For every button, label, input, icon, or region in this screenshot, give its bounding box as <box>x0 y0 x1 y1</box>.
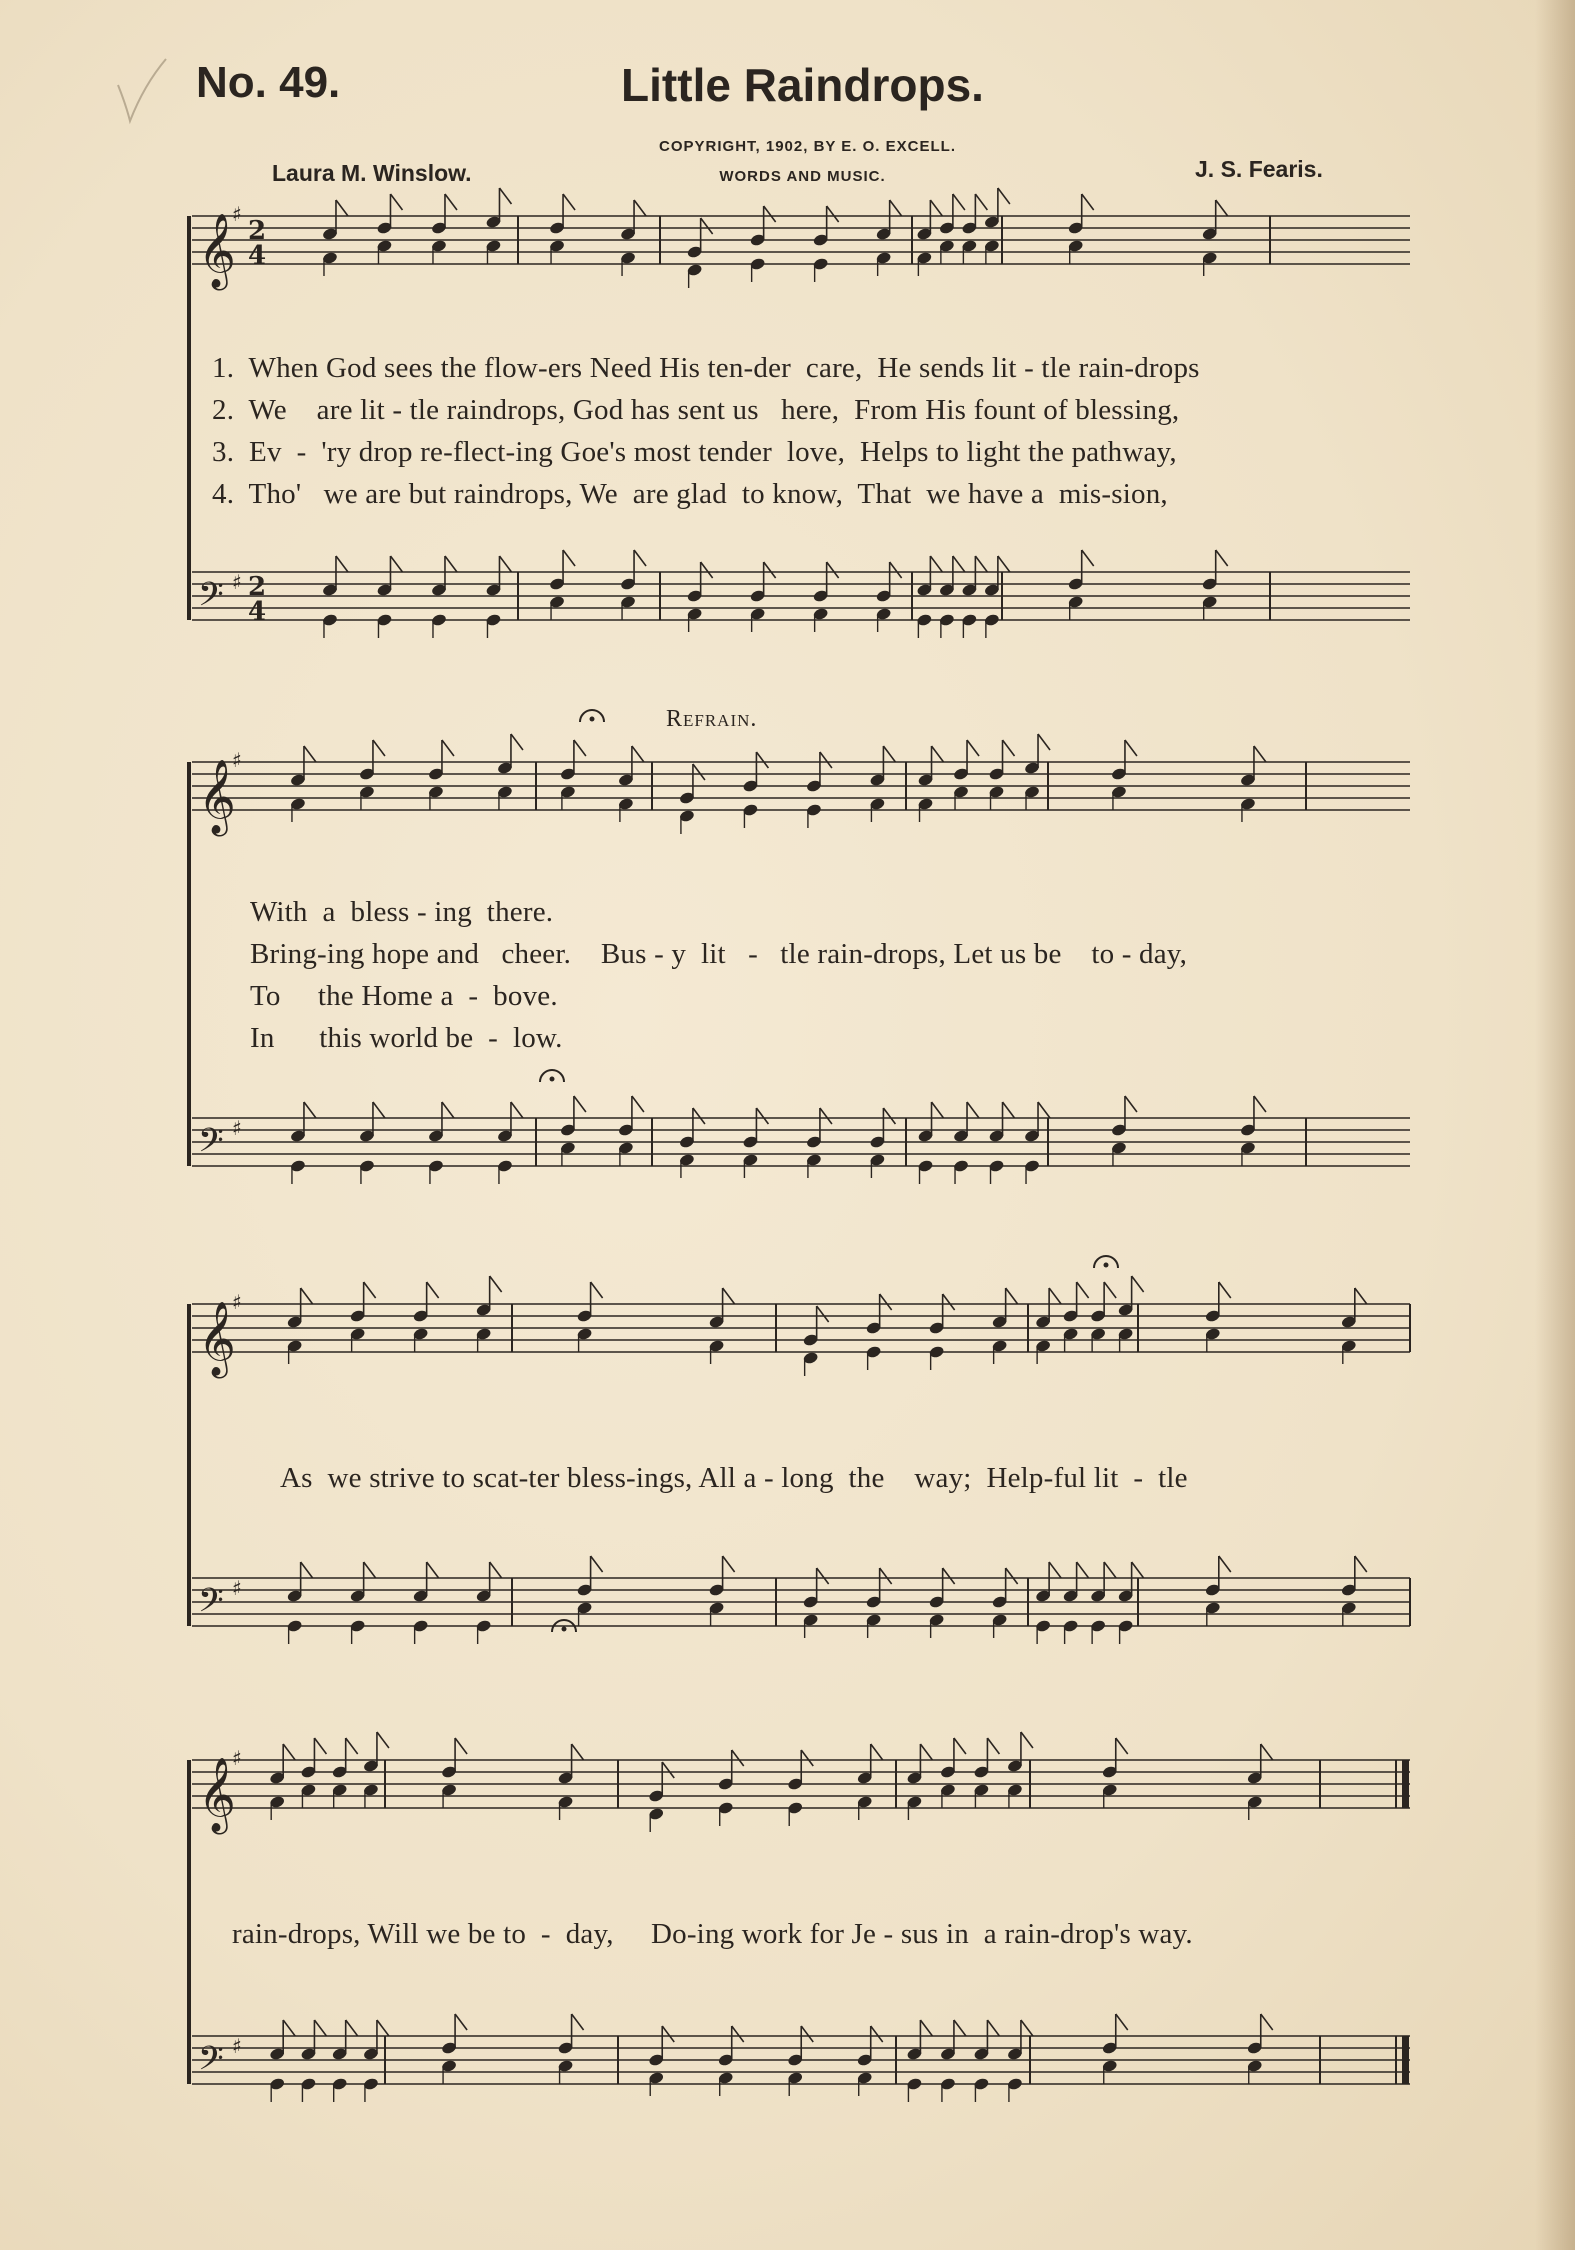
note-flag <box>445 556 457 572</box>
note-flag <box>954 1738 966 1754</box>
note-flag <box>890 200 902 216</box>
note-flag <box>943 1568 955 1584</box>
note-flag <box>1006 1288 1018 1304</box>
copyright-scope: WORDS AND MUSIC. <box>719 168 886 185</box>
refrain-line-system-4: rain-drops, Will we be to - day, Do-ing work for Je - sus in a rain-drop's way. <box>232 1918 1193 1950</box>
note-flag <box>1254 746 1266 762</box>
note-flag <box>920 1744 932 1760</box>
note-flag <box>764 206 776 222</box>
fermata-dot <box>1104 1263 1109 1268</box>
note-flag <box>1082 194 1094 210</box>
note-flag <box>390 194 402 210</box>
note-flag <box>632 1096 644 1112</box>
note-flag <box>1049 1562 1061 1578</box>
fermata-dot <box>562 1627 567 1632</box>
note-flag <box>1216 550 1228 566</box>
key-signature-sharp: ♯ <box>232 1575 242 1600</box>
note-flag <box>880 1568 892 1584</box>
note-flag <box>1104 1282 1116 1298</box>
note-flag <box>1355 1288 1367 1304</box>
refrain-line-system-3: As we strive to scat-ter bless-ings, All a - long the way; Help-ful lit - tle <box>280 1462 1188 1494</box>
note-flag <box>1216 200 1228 216</box>
note-flag <box>563 194 575 210</box>
note-flag <box>693 1108 705 1124</box>
note-flag <box>1125 1096 1137 1112</box>
copyright-notice: COPYRIGHT, 1902, BY E. O. EXCELL. <box>659 138 956 155</box>
note-flag <box>890 562 902 578</box>
note-flag <box>1132 1562 1144 1578</box>
note-flag <box>511 734 523 750</box>
key-signature-sharp: ♯ <box>232 1289 242 1314</box>
note-flag <box>572 2014 584 2030</box>
note-flag <box>1049 1288 1061 1304</box>
note-flag <box>632 746 644 762</box>
note-flag <box>975 194 987 210</box>
note-flag <box>455 1738 467 1754</box>
bass-clef: 𝄢 <box>198 1582 224 1628</box>
treble-clef: 𝄞 <box>198 214 236 288</box>
bass-clef: 𝄢 <box>198 576 224 622</box>
note-flag <box>574 1096 586 1112</box>
time-signature-top: 2 <box>248 571 267 602</box>
note-flag <box>975 556 987 572</box>
verse-1-line-system-2: With a bless - ing there. <box>250 896 554 928</box>
note-flag <box>943 1294 955 1310</box>
note-flag <box>427 1562 439 1578</box>
note-flag <box>1077 1282 1089 1298</box>
note-flag <box>455 2014 467 2030</box>
note-flag <box>283 2020 295 2036</box>
note-flag <box>820 1108 832 1124</box>
note-flag <box>490 1562 502 1578</box>
note-flag <box>817 1568 829 1584</box>
note-flag <box>987 2020 999 2036</box>
note-flag <box>1003 1102 1015 1118</box>
note-flag <box>445 194 457 210</box>
note-flag <box>1132 1276 1144 1292</box>
note-flag <box>662 2026 674 2042</box>
note-flag <box>732 2026 744 2042</box>
treble-clef: 𝄞 <box>198 1302 236 1376</box>
verse-4-line-system-2: In this world be - low. <box>250 1022 563 1054</box>
treble-clef: 𝄞 <box>198 760 236 834</box>
bass-clef: 𝄢 <box>198 1122 224 1168</box>
note-flag <box>827 206 839 222</box>
note-flag <box>801 1750 813 1766</box>
note-flag <box>301 1562 313 1578</box>
note-flag <box>723 1556 735 1572</box>
verse-2-line-system-2: Bring-ing hope and cheer. Bus - y lit - tle rain-drops, Let us be to - day, <box>250 938 1188 970</box>
key-signature-sharp: ♯ <box>232 1115 242 1140</box>
time-signature-bottom: 4 <box>248 241 267 271</box>
note-flag <box>563 550 575 566</box>
bass-clef: 𝄢 <box>198 2040 224 2086</box>
note-flag <box>377 1732 389 1748</box>
note-flag <box>336 556 348 572</box>
note-flag <box>390 556 402 572</box>
note-flag <box>1021 1732 1033 1748</box>
note-flag <box>591 1556 603 1572</box>
note-flag <box>998 188 1010 204</box>
note-flag <box>634 550 646 566</box>
note-flag <box>364 1562 376 1578</box>
verse-1-line-system-1: 1. When God sees the flow-ers Need His ten-der care, He sends lit - tle rain-drops <box>212 352 1200 384</box>
note-flag <box>427 1282 439 1298</box>
note-flag <box>920 2020 932 2036</box>
note-flag <box>1355 1556 1367 1572</box>
note-flag <box>756 1108 768 1124</box>
note-flag <box>572 1744 584 1760</box>
note-flag <box>301 1288 313 1304</box>
treble-clef: 𝄞 <box>198 1758 236 1832</box>
verse-4-line-system-1: 4. Tho' we are but raindrops, We are glad to know, That we have a mis-sion, <box>212 478 1168 510</box>
note-flag <box>723 1288 735 1304</box>
note-flag <box>499 556 511 572</box>
final-bar-thick <box>1402 2036 1409 2084</box>
verse-2-line-system-1: 2. We are lit - tle raindrops, God has sent us here, From His fount of blessing, <box>212 394 1180 426</box>
note-flag <box>662 1762 674 1778</box>
note-flag <box>883 746 895 762</box>
note-flag <box>591 1282 603 1298</box>
note-flag <box>511 1102 523 1118</box>
note-flag <box>693 764 705 780</box>
note-flag <box>490 1276 502 1292</box>
note-flag <box>701 562 713 578</box>
note-flag <box>1021 2020 1033 2036</box>
note-flag <box>1038 1102 1050 1118</box>
note-flag <box>801 2026 813 2042</box>
note-flag <box>1219 1556 1231 1572</box>
lyricist-credit: Laura M. Winslow. <box>272 160 472 186</box>
note-flag <box>953 556 965 572</box>
note-flag <box>820 752 832 768</box>
note-flag <box>827 562 839 578</box>
note-flag <box>871 2026 883 2042</box>
key-signature-sharp: ♯ <box>232 1745 242 1770</box>
note-flag <box>930 556 942 572</box>
verse-3-line-system-1: 3. Ev - 'ry drop re-flect-ing Goe's most tender love, Helps to light the pathway, <box>212 436 1177 468</box>
note-flag <box>364 1282 376 1298</box>
note-flag <box>987 1738 999 1754</box>
note-flag <box>346 1738 358 1754</box>
note-flag <box>953 194 965 210</box>
note-flag <box>817 1306 829 1322</box>
note-flag <box>932 746 944 762</box>
note-flag <box>1038 734 1050 750</box>
key-signature-sharp: ♯ <box>232 747 242 772</box>
note-flag <box>373 740 385 756</box>
note-flag <box>1219 1282 1231 1298</box>
fermata-dot <box>590 717 595 722</box>
note-flag <box>1104 1562 1116 1578</box>
note-flag <box>314 2020 326 2036</box>
note-flag <box>314 1738 326 1754</box>
hymn-number: No. 49. <box>196 58 341 107</box>
final-bar-thick <box>1402 1760 1409 1808</box>
note-flag <box>871 1744 883 1760</box>
composer-credit: J. S. Fearis. <box>1195 156 1323 182</box>
note-flag <box>1125 740 1137 756</box>
verse-3-line-system-2: To the Home a - bove. <box>250 980 558 1012</box>
note-flag <box>930 200 942 216</box>
hymn-title: Little Raindrops. <box>621 59 984 111</box>
note-flag <box>377 2020 389 2036</box>
note-flag <box>574 740 586 756</box>
note-flag <box>304 1102 316 1118</box>
note-flag <box>336 200 348 216</box>
note-flag <box>1261 1744 1273 1760</box>
note-flag <box>442 740 454 756</box>
note-flag <box>346 2020 358 2036</box>
key-signature-sharp: ♯ <box>232 2033 242 2058</box>
note-flag <box>932 1102 944 1118</box>
note-flag <box>1261 2014 1273 2030</box>
note-flag <box>304 746 316 762</box>
note-flag <box>1082 550 1094 566</box>
note-flag <box>732 1750 744 1766</box>
note-flag <box>998 556 1010 572</box>
note-flag <box>764 562 776 578</box>
key-signature-sharp: ♯ <box>232 569 242 594</box>
note-flag <box>1006 1568 1018 1584</box>
note-flag <box>1116 2014 1128 2030</box>
time-signature-bottom: 4 <box>248 597 267 627</box>
note-flag <box>756 752 768 768</box>
note-flag <box>1254 1096 1266 1112</box>
fermata-dot <box>550 1077 555 1082</box>
note-flag <box>967 740 979 756</box>
note-flag <box>883 1108 895 1124</box>
note-flag <box>967 1102 979 1118</box>
note-flag <box>701 218 713 234</box>
note-flag <box>1003 740 1015 756</box>
note-flag <box>283 1744 295 1760</box>
note-flag <box>499 188 511 204</box>
note-flag <box>1116 1738 1128 1754</box>
note-flag <box>954 2020 966 2036</box>
time-signature-top: 2 <box>248 215 267 246</box>
refrain-label: Refrain. <box>666 706 758 732</box>
note-flag <box>373 1102 385 1118</box>
note-flag <box>1077 1562 1089 1578</box>
note-flag <box>634 200 646 216</box>
note-flag <box>880 1294 892 1310</box>
note-flag <box>442 1102 454 1118</box>
key-signature-sharp: ♯ <box>232 201 242 226</box>
